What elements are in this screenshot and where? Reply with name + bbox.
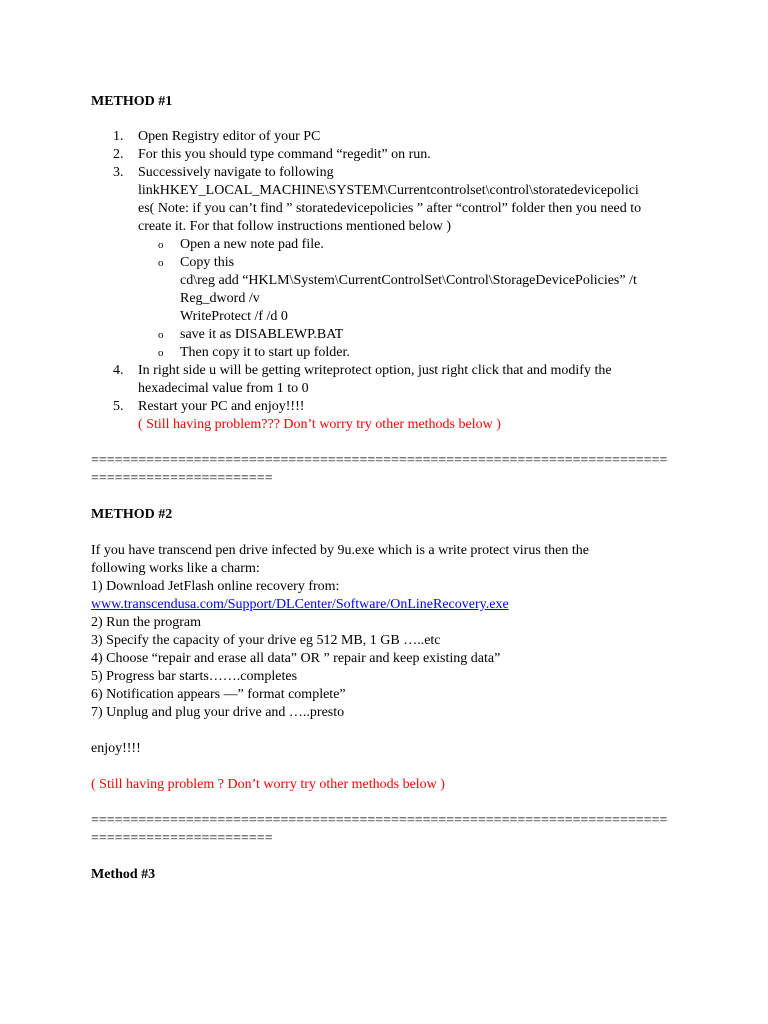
method-2-enjoy: enjoy!!!! (91, 741, 141, 756)
method-1-step-3 (91, 164, 691, 362)
step-number: 3. (113, 165, 124, 180)
step-text-line: In right side u will be getting writeprotect option, just right click that and modify the (138, 363, 612, 378)
method-2-intro-line: following works like a charm: (91, 561, 260, 576)
step-number: 4. (113, 363, 124, 378)
spacer (91, 794, 691, 812)
step-text-line: Successively navigate to following (138, 165, 334, 180)
method-2-step: 4) Choose “repair and erase all data” OR ” repair and keep existing data” (91, 651, 501, 666)
bullet-icon: o (158, 329, 164, 341)
method-1-step-5 (91, 398, 691, 434)
step-text-line: es( Note: if you can’t find ” storatedevicepolicies ” after “control” folder then you need to (138, 201, 642, 216)
method-3-heading: Method #3 (91, 867, 156, 882)
spacer (91, 722, 691, 740)
step-text: Restart your PC and enjoy!!!! (138, 399, 305, 414)
spacer (91, 758, 691, 776)
sub-item-line: save it as DISABLEWP.BAT (180, 327, 344, 342)
method-2-heading: METHOD #2 (91, 507, 173, 522)
bullet-icon: o (158, 239, 164, 251)
step-number: 5. (113, 399, 124, 414)
sub-item-line: Reg_dword /v (180, 291, 260, 306)
step-text: Open Registry editor of your PC (138, 129, 321, 144)
sub-item-line: Open a new note pad file. (180, 237, 324, 252)
separator-line: ========================================================================= (91, 813, 668, 828)
step-number: 1. (113, 129, 124, 144)
method-2-intro-line: If you have transcend pen drive infected by 9u.exe which is a write protect virus then the (91, 543, 589, 558)
sub-item-line: cd\reg add “HKLM\System\CurrentControlSet\Control\StorageDevicePolicies” /t (180, 273, 637, 288)
sub-item-line: Copy this (180, 255, 235, 270)
method-1-step-2 (91, 146, 691, 164)
document-page (91, 93, 691, 884)
sub-item (138, 236, 691, 254)
step-number: 2. (113, 147, 124, 162)
method-2-note: ( Still having problem ? Don’t worry try other methods below ) (91, 777, 445, 792)
bullet-icon: o (158, 257, 164, 269)
sub-item (138, 326, 691, 344)
spacer (91, 488, 691, 506)
method-2-step: 3) Specify the capacity of your drive eg 512 MB, 1 GB …..etc (91, 633, 441, 648)
step-text: For this you should type command “regedit” on run. (138, 147, 431, 162)
method-2-step: 2) Run the program (91, 615, 202, 630)
sub-item (138, 344, 691, 362)
method-1-step-1 (91, 128, 691, 146)
sub-item-line: WriteProtect /f /d 0 (180, 309, 288, 324)
sub-item-line: Then copy it to start up folder. (180, 345, 350, 360)
separator-line: ========================================================================= (91, 453, 668, 468)
sub-item (138, 254, 691, 326)
method-1-note: ( Still having problem??? Don’t worry try other methods below ) (138, 417, 501, 432)
step-text-line: hexadecimal value from 1 to 0 (138, 381, 309, 396)
separator-line: ======================= (91, 471, 273, 486)
spacer (91, 434, 691, 452)
method-2-step: 1) Download JetFlash online recovery from: (91, 579, 340, 594)
method-2-step: 6) Notification appears —” format complete” (91, 687, 346, 702)
bullet-icon: o (158, 347, 164, 359)
method-1-sub-list (138, 236, 691, 362)
method-1-step-4 (91, 362, 691, 398)
method-1-heading: METHOD #1 (91, 94, 173, 109)
step-text-line: linkHKEY_LOCAL_MACHINE\SYSTEM\Currentcontrolset\control\storatedevicepolici (138, 183, 639, 198)
download-link[interactable]: www.transcendusa.com/Support/DLCenter/Software/OnLineRecovery.exe (91, 597, 509, 612)
method-2-step: 7) Unplug and plug your drive and …..presto (91, 705, 345, 720)
method-1-steps (91, 128, 691, 434)
method-2-step: 5) Progress bar starts…….completes (91, 669, 298, 684)
step-text-line: create it. For that follow instructions mentioned below ) (138, 219, 451, 234)
spacer (91, 524, 691, 542)
separator-line: ======================= (91, 831, 273, 846)
spacer (91, 848, 691, 866)
